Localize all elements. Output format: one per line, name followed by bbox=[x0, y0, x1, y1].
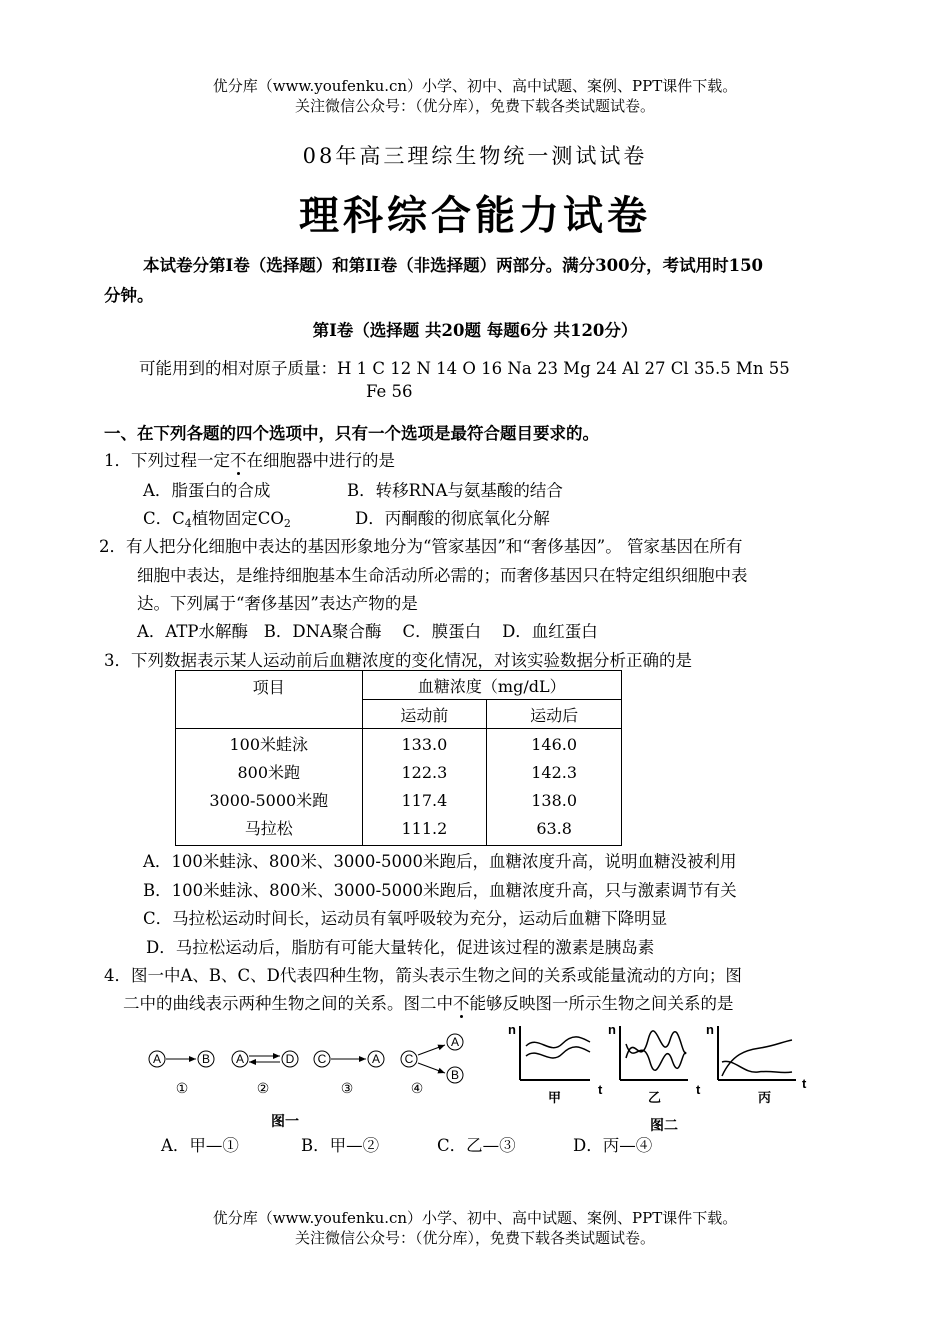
table-cell: 146.0 bbox=[531, 735, 578, 754]
table-header-group: 血糖浓度（mg/dL） bbox=[362, 671, 621, 700]
header-line-1: 优分库（www.youfenku.cn）小学、初中、高中试题、案例、PPT课件下载。 bbox=[212, 77, 738, 95]
blood-glucose-table bbox=[175, 670, 622, 846]
q3-stem: 3．下列数据表示某人运动前后血糖浓度的变化情况，对该实验数据分析正确的是 bbox=[104, 651, 692, 670]
x-axis-label: t bbox=[802, 1076, 807, 1091]
q4-option-c: C．乙—③ bbox=[437, 1136, 516, 1155]
q1-stem: 1．下列过程一定不在细胞器中进行的是 bbox=[104, 451, 395, 470]
q3-option-c: C．马拉松运动时间长，运动员有氧呼吸较为充分，运动后血糖下降明显 bbox=[143, 909, 668, 928]
arrow bbox=[418, 1045, 445, 1055]
node-label: A bbox=[450, 1035, 460, 1049]
q1-option-b: B．转移RNA与氨基酸的结合 bbox=[347, 481, 563, 500]
table-header-item: 项目 bbox=[176, 671, 363, 729]
q4-line-1: 4．图一中A、B、C、D代表四种生物，箭头表示生物之间的关系或能量流动的方向；图 bbox=[104, 966, 742, 985]
table-cell: 133.0 bbox=[401, 735, 448, 754]
y-axis-label: n bbox=[706, 1022, 714, 1037]
header-line-2: 关注微信公众号：（优分库），免费下载各类试题试卷。 bbox=[294, 97, 655, 115]
figure-one bbox=[140, 1025, 480, 1135]
q3-option-b: B．100米蛙泳、800米、3000-5000米跑后，血糖浓度升高，只与激素调节有关 bbox=[143, 881, 737, 900]
table-cell: 63.8 bbox=[536, 819, 572, 838]
exam-title: 08年高三理综生物统一测试试卷 bbox=[302, 144, 648, 168]
table-cell: 800米跑 bbox=[237, 763, 301, 782]
footer-line-2: 关注微信公众号：（优分库），免费下载各类试题试卷。 bbox=[294, 1229, 655, 1247]
node-label: A bbox=[371, 1052, 381, 1066]
y-axis-label: n bbox=[608, 1022, 616, 1037]
table-item-column bbox=[176, 729, 363, 846]
node-label: D bbox=[285, 1052, 295, 1066]
figure-two bbox=[490, 1018, 820, 1136]
arrow bbox=[418, 1063, 445, 1073]
q3-option-d: D．马拉松运动后，脂肪有可能大量转化，促进该过程的激素是胰岛素 bbox=[146, 938, 655, 957]
table-cell: 111.2 bbox=[401, 819, 448, 838]
panel-label-bing: 丙 bbox=[758, 1090, 772, 1105]
q1-emphasis: 不 bbox=[230, 451, 247, 470]
relation-label: ③ bbox=[340, 1080, 354, 1096]
curve bbox=[722, 1061, 792, 1072]
table-cell: 122.3 bbox=[401, 763, 448, 782]
q2-line-1: 2．有人把分化细胞中表达的基因形象地分为“管家基因”和“奢侈基因”。 管家基因在所有 bbox=[99, 537, 743, 556]
q3-option-a: A．100米蛙泳、800米、3000-5000米跑后，血糖浓度升高，说明血糖没被利用 bbox=[143, 852, 737, 871]
relation-label: ② bbox=[256, 1080, 270, 1096]
y-axis-label: n bbox=[508, 1022, 516, 1037]
table-header-before: 运动前 bbox=[362, 700, 487, 729]
intro-line-2: 分钟。 bbox=[104, 286, 154, 305]
footer-line-1: 优分库（www.youfenku.cn）小学、初中、高中试题、案例、PPT课件下载。 bbox=[212, 1209, 738, 1227]
q2-line-3: 达。下列属于“奢侈基因”表达产物的是 bbox=[137, 594, 418, 613]
q2-options: A．ATP水解酶 B．DNA聚合酶 C．膜蛋白 D．血红蛋白 bbox=[137, 622, 598, 641]
q4-option-a: A．甲—① bbox=[161, 1136, 239, 1155]
table-cell: 100米蛙泳 bbox=[229, 735, 309, 754]
q1-option-a: A．脂蛋白的合成 bbox=[143, 481, 271, 500]
q4-option-d: D．丙—④ bbox=[573, 1136, 653, 1155]
table-cell: 马拉松 bbox=[244, 819, 293, 838]
atomic-mass-line-1: 可能用到的相对原子质量：H 1 C 12 N 14 O 16 Na 23 Mg 24 Al 27 Cl 35.5 Mn 55 bbox=[139, 359, 790, 378]
q2-line-2: 细胞中表达，是维持细胞基本生命活动所必需的；而奢侈基因只在特定组织细胞中表 bbox=[137, 566, 748, 585]
q1-option-d: D．丙酮酸的彻底氧化分解 bbox=[355, 509, 550, 528]
table-cell: 142.3 bbox=[531, 763, 578, 782]
figure-one-caption: 图一 bbox=[271, 1113, 299, 1129]
q1-option-c: C．$C_4$植物固定$CO_2$ bbox=[143, 509, 291, 530]
relation-label: ④ bbox=[410, 1080, 424, 1096]
q4-emphasis: 不 bbox=[453, 994, 470, 1013]
curve bbox=[526, 1037, 590, 1048]
q4-line-2: 二中的曲线表示两种生物之间的关系。图二中不能够反映图一所示生物之间关系的是 bbox=[123, 994, 734, 1013]
atomic-mass-line-2: Fe 56 bbox=[366, 382, 413, 401]
panel-label-jia: 甲 bbox=[548, 1090, 562, 1105]
table-after-column bbox=[487, 729, 622, 846]
panel-label-yi: 乙 bbox=[648, 1090, 662, 1105]
main-title: 理科综合能力试卷 bbox=[299, 192, 651, 239]
curve bbox=[626, 1031, 686, 1058]
curve bbox=[722, 1040, 792, 1076]
part1-title: 第I卷（选择题 共20题 每题6分 共120分） bbox=[312, 321, 638, 340]
node-label: B bbox=[450, 1068, 460, 1082]
table-header-after: 运动后 bbox=[487, 700, 622, 729]
node-label: A bbox=[235, 1052, 245, 1066]
node-label: C bbox=[317, 1052, 327, 1066]
intro-line-1: 本试卷分第I卷（选择题）和第II卷（非选择题）两部分。满分300分，考试用时150 bbox=[143, 256, 764, 275]
x-axis-label: t bbox=[598, 1082, 603, 1097]
table-cell: 117.4 bbox=[401, 791, 448, 810]
table-cell: 138.0 bbox=[531, 791, 578, 810]
x-axis-label: t bbox=[696, 1082, 701, 1097]
q4-option-b: B．甲—② bbox=[301, 1136, 380, 1155]
curve bbox=[526, 1047, 590, 1058]
table-before-column bbox=[362, 729, 487, 846]
figure-two-caption: 图二 bbox=[650, 1117, 678, 1133]
node-label: B bbox=[201, 1052, 211, 1066]
node-label: A bbox=[152, 1052, 162, 1066]
table-cell: 3000-5000米跑 bbox=[209, 791, 329, 810]
node-label: C bbox=[404, 1052, 414, 1066]
section1-heading: 一、在下列各题的四个选项中，只有一个选项是最符合题目要求的。 bbox=[104, 424, 599, 443]
table-body-row bbox=[176, 729, 622, 846]
relation-label: ① bbox=[175, 1080, 189, 1096]
